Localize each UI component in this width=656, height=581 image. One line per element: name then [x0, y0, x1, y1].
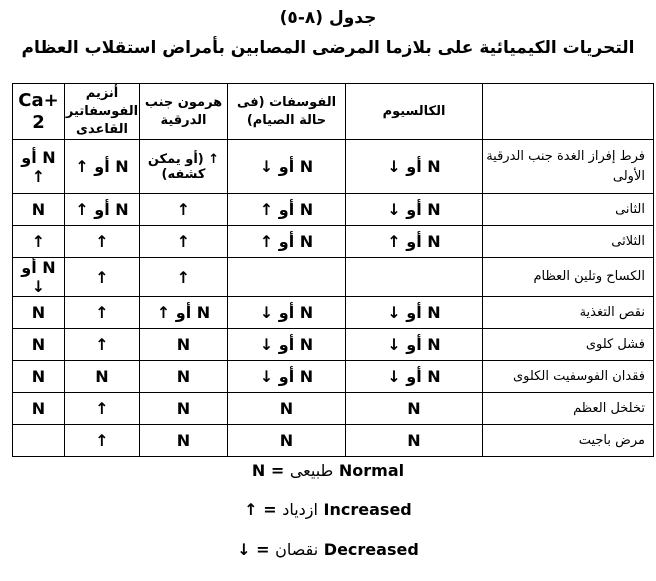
cell-pth: ↑ [140, 194, 228, 226]
legend-decreased-arabic: نقصان [275, 540, 319, 559]
table-row [13, 393, 654, 425]
cell-phosphate [228, 258, 346, 297]
row-label: فقدان الفوسفيت الكلوى [483, 361, 654, 393]
table-row [13, 329, 654, 361]
cell-pth: N أو ↑ [140, 297, 228, 329]
cell-phosphate: N أو ↓ [228, 297, 346, 329]
cell-ca: N [13, 194, 65, 226]
table-row [13, 194, 654, 226]
cell-calcium: N أو ↓ [346, 329, 483, 361]
cell-calcium: N [346, 425, 483, 457]
cell-alp: ↑ [65, 297, 140, 329]
cell-alp: ↑ [65, 393, 140, 425]
header-pth: هرمون جنب الدرقية [140, 84, 228, 140]
cell-alp: ↑ [65, 329, 140, 361]
cell-ca: N أو ↓ [13, 258, 65, 297]
row-label: تخلخل العظم [483, 393, 654, 425]
row-label: الكساح وتلين العظام [483, 258, 654, 297]
cell-pth: N [140, 425, 228, 457]
cell-calcium [346, 258, 483, 297]
legend-decreased [0, 540, 656, 559]
row-label: فشل كلوى [483, 329, 654, 361]
legend-increased-english: Increased [323, 500, 412, 519]
row-label: الثانى [483, 194, 654, 226]
cell-phosphate: N أو ↑ [228, 226, 346, 258]
cell-alp: N أو ↑ [65, 140, 140, 194]
table-row [13, 258, 654, 297]
row-label: الثلاثى [483, 226, 654, 258]
cell-pth: N [140, 329, 228, 361]
cell-alp: N أو ↑ [65, 194, 140, 226]
row-label: فرط إفراز الغدة جنب الدرقية الأولى [483, 140, 654, 194]
cell-ca [13, 425, 65, 457]
cell-phosphate: N أو ↓ [228, 329, 346, 361]
cell-pth: N [140, 393, 228, 425]
cell-phosphate: N أو ↓ [228, 361, 346, 393]
cell-ca: ↑ [13, 226, 65, 258]
cell-ca: N [13, 393, 65, 425]
cell-ca: N [13, 297, 65, 329]
cell-calcium: N أو ↓ [346, 297, 483, 329]
cell-pth: ↑ [140, 226, 228, 258]
cell-alp: ↑ [65, 226, 140, 258]
table-title: التحريات الكيميائية على بلازما المرضى المصابين بأمراض استقلاب العظام [21, 38, 635, 58]
legend-normal [0, 461, 656, 480]
cell-calcium: N أو ↑ [346, 226, 483, 258]
cell-ca: N [13, 361, 65, 393]
table-number: جدول (٨-٥) [279, 8, 377, 28]
cell-calcium: N أو ↓ [346, 140, 483, 194]
cell-alp: ↑ [65, 258, 140, 297]
legend-increased [0, 500, 656, 519]
cell-pth: ↑ (أو يمكن كشفه) [140, 140, 228, 194]
biochemistry-table [12, 83, 654, 457]
cell-alp: N [65, 361, 140, 393]
legend-decreased-english: Decreased [323, 540, 419, 559]
header-ca: Ca+ 2 [13, 84, 65, 140]
table-row [13, 297, 654, 329]
cell-pth: N [140, 361, 228, 393]
cell-phosphate: N أو ↓ [228, 140, 346, 194]
cell-calcium: N [346, 393, 483, 425]
cell-phosphate: N [228, 425, 346, 457]
cell-calcium: N أو ↓ [346, 361, 483, 393]
legend-normal-arabic: طبيعى [289, 461, 334, 480]
header-calcium: الكالسيوم [346, 84, 483, 140]
legend-normal-english: Normal [338, 461, 405, 480]
table-row [13, 140, 654, 194]
cell-phosphate: N [228, 393, 346, 425]
cell-ca: N أو ↑ [13, 140, 65, 194]
header-alp: أنزيم الفوسفاتير القاعدى [65, 84, 140, 140]
table-row [13, 226, 654, 258]
table-header-row [13, 84, 654, 140]
legend-decreased-symbol: ↓ = [237, 540, 270, 559]
table-row [13, 425, 654, 457]
cell-phosphate: N أو ↑ [228, 194, 346, 226]
header-disease [483, 84, 654, 140]
row-label: مرض باجيت [483, 425, 654, 457]
cell-calcium: N أو ↓ [346, 194, 483, 226]
legend-normal-symbol: N = [251, 461, 285, 480]
header-phosphate: الفوسفات (فى حالة الصيام) [228, 84, 346, 140]
legend-increased-symbol: ↑ = [244, 500, 277, 519]
cell-pth: ↑ [140, 258, 228, 297]
cell-alp: ↑ [65, 425, 140, 457]
legend-increased-arabic: ازدياد [282, 500, 318, 519]
table-row [13, 361, 654, 393]
cell-ca: N [13, 329, 65, 361]
row-label: نقص التغذية [483, 297, 654, 329]
